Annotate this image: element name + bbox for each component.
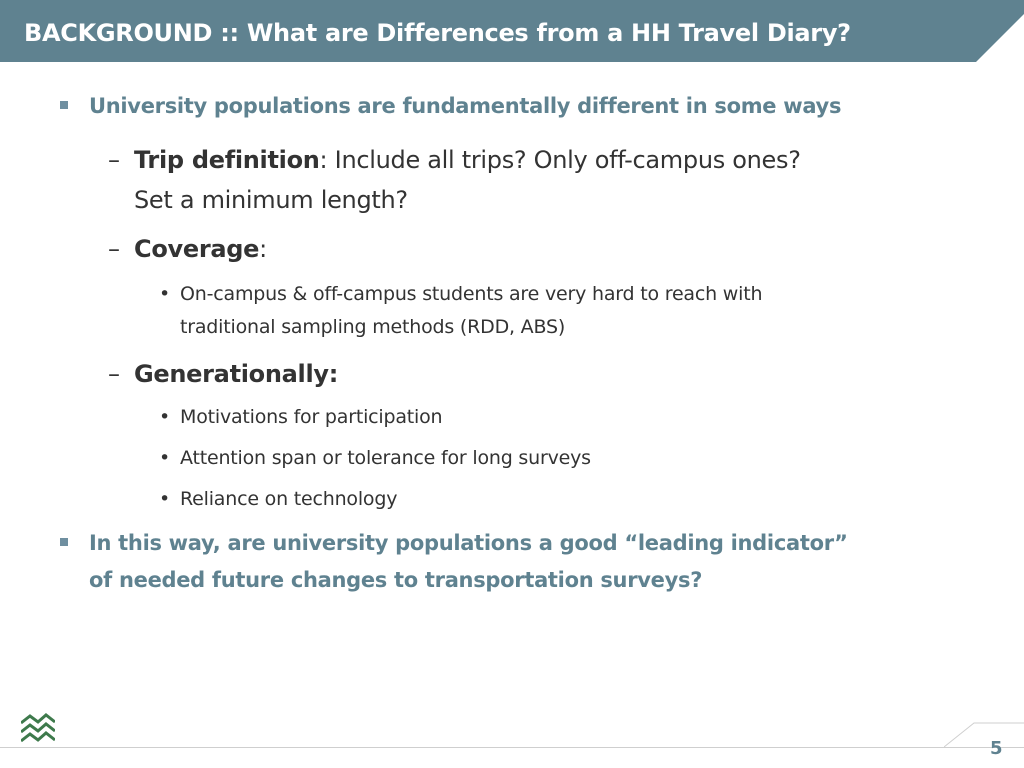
bullet-2-text: In this way, are university populations a good “leading indicator” [89,531,848,555]
subitem-trip-definition [134,140,801,180]
subitem-label: Generationally: [134,360,339,388]
subitem-generationally [134,354,338,394]
dot-marker: • [159,447,171,469]
page-corner-shape [944,722,1024,748]
subitem-coverage [134,229,267,269]
footer-divider [0,747,1024,748]
dash-marker: – [108,235,120,263]
subitem-text: : Include all trips? Only off-campus ones? [319,146,801,174]
generational-point: Attention span or tolerance for long surveys [180,447,591,469]
title-bar [0,0,1024,64]
subitem-label: Coverage [134,235,260,263]
generational-point: Motivations for participation [180,406,443,428]
generational-point: Reliance on technology [180,488,398,510]
bullet-1-text: University populations are fundamentally different in some ways [89,94,842,118]
dot-marker: • [159,488,171,510]
slide-title: BACKGROUND :: What are Differences from a HH Travel Diary? [24,19,851,47]
dash-marker: – [108,360,120,388]
dot-marker: • [159,283,171,305]
coverage-point-line1: On-campus & off-campus students are very hard to reach with [180,283,763,305]
dash-marker: – [108,146,120,174]
bullet-2-text-line2: of needed future changes to transportation surveys? [89,568,703,592]
subitem-label: Trip definition [134,146,320,174]
square-bullet-icon [60,538,68,546]
square-bullet-icon [60,101,68,109]
mountain-logo-icon [21,713,55,746]
subitem-text: : [259,235,267,263]
coverage-point-line2: traditional sampling methods (RDD, ABS) [180,316,566,338]
dot-marker: • [159,406,171,428]
subitem-trip-definition-line2: Set a minimum length? [134,186,408,214]
page-number: 5 [990,738,1003,759]
